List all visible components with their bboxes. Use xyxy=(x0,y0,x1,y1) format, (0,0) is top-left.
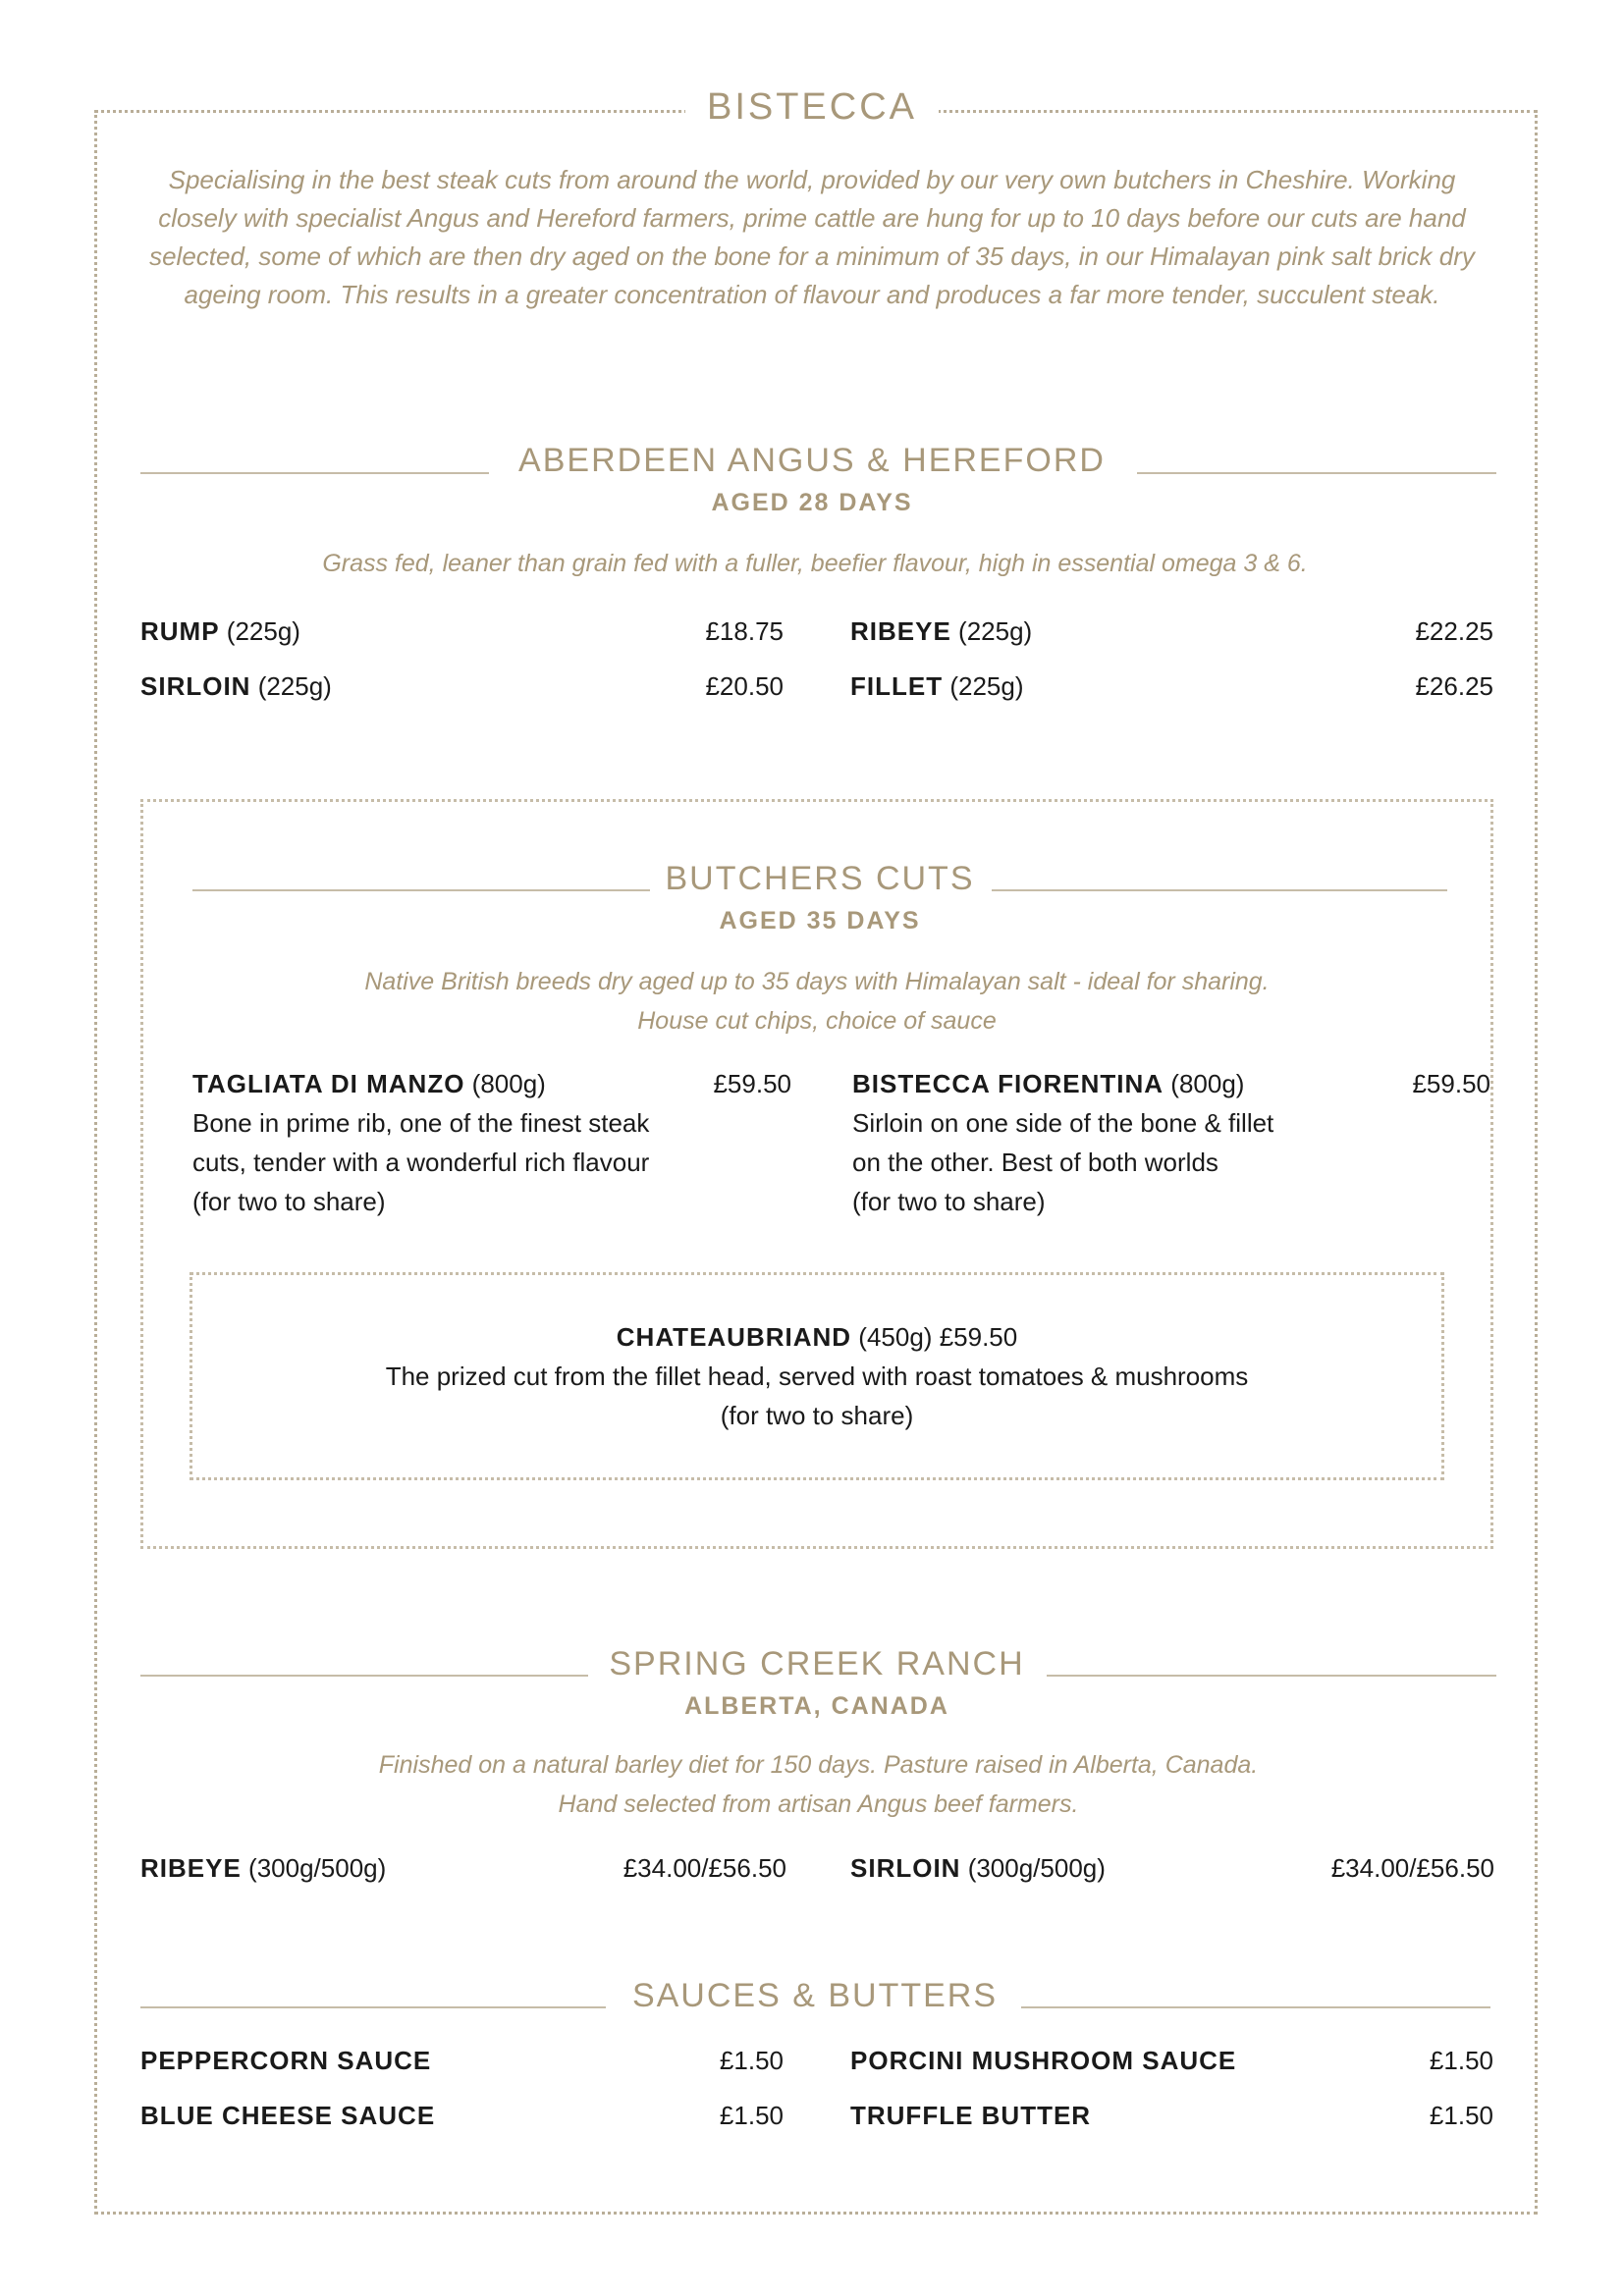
menu-item: BLUE CHEESE SAUCE £1.50 xyxy=(140,2101,784,2130)
menu-item: PEPPERCORN SAUCE £1.50 xyxy=(140,2046,784,2075)
menu-item: PORCINI MUSHROOM SAUCE £1.50 xyxy=(850,2046,1493,2075)
menu-item-chateaubriand: CHATEAUBRIAND (450g) £59.50 The prized cut from the fillet head, served with roast tomatoes & mushrooms (for two to share) xyxy=(385,1322,1249,1430)
section-subtitle-spring: ALBERTA, CANADA xyxy=(684,1692,949,1720)
section-title-spring: SPRING CREEK RANCH xyxy=(609,1645,1025,1682)
section-subtitle-butchers: AGED 35 DAYS xyxy=(719,907,921,934)
menu-item: FILLET (225g) £26.25 xyxy=(850,671,1493,701)
section-subtitle-angus: AGED 28 DAYS xyxy=(711,489,913,516)
menu-item: RIBEYE (225g) £22.25 xyxy=(850,616,1493,646)
intro-text: Specialising in the best steak cuts from around the world, provided by our very own butchers in Cheshire. Working closely with specialist Angus and Hereford farmers, prime cattle are hung for up to 10 days before our cuts are hand selected, some of which are then dry aged on the bone for a minimum of 35 days, in our Himalayan pink salt brick dry ageing room. This results in a greater concentration of flavour and produces a far more tender, succulent steak. xyxy=(149,165,1475,309)
menu-item: SIRLOIN (225g) £20.50 xyxy=(140,671,784,701)
section-title-butchers: BUTCHERS CUTS xyxy=(665,860,975,897)
page-title: BISTECCA xyxy=(0,86,1624,129)
section-description-angus: Grass fed, leaner than grain fed with a fuller, beefier flavour, high in essential omega 3 & 6. xyxy=(322,550,1308,577)
menu-item: TRUFFLE BUTTER £1.50 xyxy=(850,2101,1493,2130)
section-title-sauces: SAUCES & BUTTERS xyxy=(631,1977,999,2014)
menu-item: RUMP (225g) £18.75 xyxy=(140,616,784,646)
menu-item: RIBEYE (300g/500g) £34.00/£56.50 xyxy=(140,1853,786,1883)
section-description-butchers: Native British breeds dry aged up to 35 days with Himalayan salt - ideal for sharing. House cut chips, choice of sauce xyxy=(364,968,1270,1035)
section-title-angus: ABERDEEN ANGUS & HEREFORD xyxy=(518,442,1106,479)
menu-item-tagliata: TAGLIATA DI MANZO (800g) £59.50 Bone in prime rib, one of the finest steak cuts, tender with a wonderful rich flavour (for two to share) xyxy=(192,1069,791,1216)
menu-item: SIRLOIN (300g/500g) £34.00/£56.50 xyxy=(850,1853,1494,1883)
menu-item-fiorentina: BISTECCA FIORENTINA (800g) £59.50 Sirloin on one side of the bone & fillet on the other. Best of both worlds (for two to share) xyxy=(852,1069,1490,1216)
section-description-spring: Finished on a natural barley diet for 150 days. Pasture raised in Alberta, Canada. Hand selected from artisan Angus beef farmers. xyxy=(378,1751,1259,1818)
